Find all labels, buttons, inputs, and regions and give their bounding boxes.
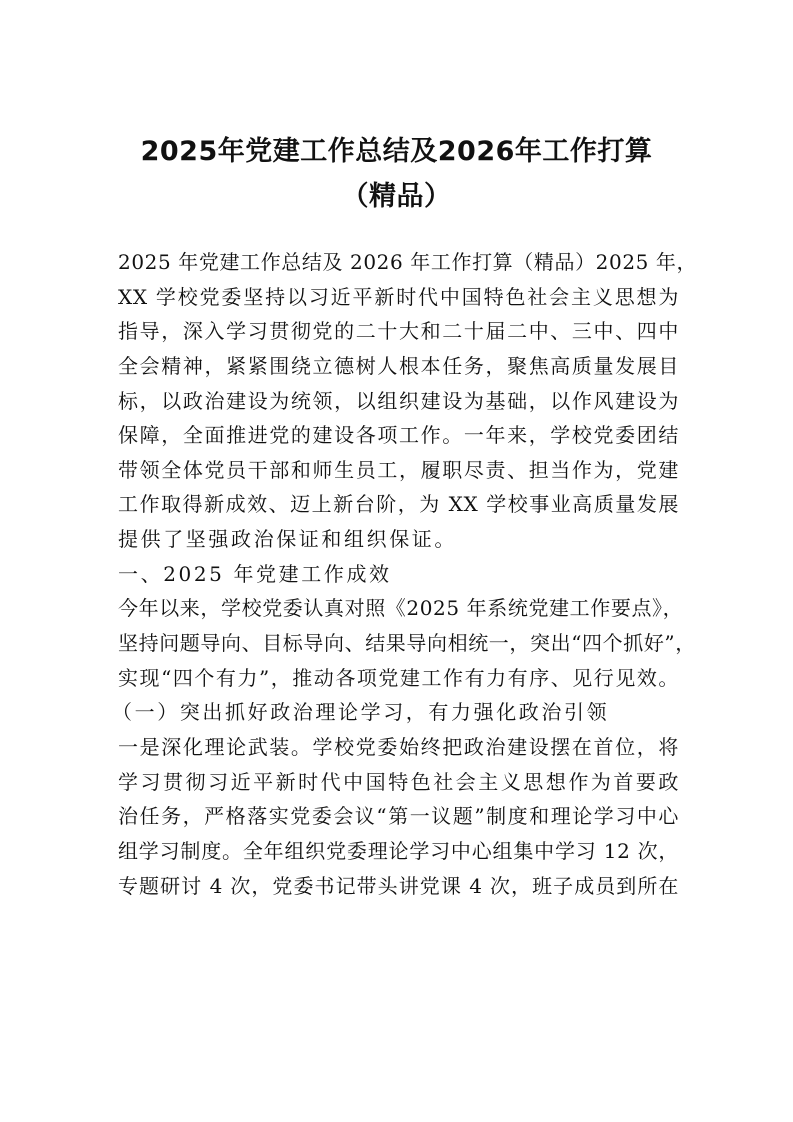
document-body (112, 248, 698, 906)
body-line: XX 学校党委坚持以习近平新时代中国特色社会主义思想为 (118, 284, 679, 309)
body-line: 2025 年党建工作总结及 2026 年工作打算（精品）2025 年， (118, 250, 698, 274)
body-line: 标，以政治建设为统领，以组织建设为基础，以作风建设为 (118, 388, 679, 413)
body-line: 指导，深入学习贯彻党的二十大和二十届二中、三中、四中 (118, 319, 679, 344)
document-title-suffix: （精品） (341, 181, 452, 212)
document-title: 2025年党建工作总结及2026年工作打算 (140, 136, 653, 167)
body-line: 全会精神，紧紧围绕立德树人根本任务，聚焦高质量发展目 (118, 353, 679, 378)
body-line: 今年以来，学校党委认真对照《2025 年系统党建工作要点》， (118, 596, 684, 621)
body-line: 提供了坚强政治保证和组织保证。 (118, 527, 457, 552)
body-line: 学习贯彻习近平新时代中国特色社会主义思想作为首要政 (118, 769, 679, 794)
body-line: 保障，全面推进党的建设各项工作。一年来，学校党委团结 (118, 423, 679, 448)
subsection-heading: （一）突出抓好政治理论学习，有力强化政治引领 (112, 700, 610, 725)
section-heading: 一、2025 年党建工作成效 (118, 561, 392, 586)
body-line: 坚持问题导向、目标导向、结果导向相统一，突出“四个抓好”， (118, 631, 696, 656)
body-line: 实现“四个有力”，推动各项党建工作有力有序、见行见效。 (118, 665, 679, 690)
body-line: 治任务，严格落实党委会议“第一议题”制度和理论学习中心 (118, 804, 679, 829)
body-line: 专题研讨 4 次，党委书记带头讲党课 4 次，班子成员到所在 (118, 873, 679, 898)
body-line: 组学习制度。全年组织党委理论学习中心组集中学习 12 次， (118, 838, 679, 863)
body-line: 一是深化理论武装。学校党委始终把政治建设摆在首位，将 (118, 734, 679, 759)
body-line: 工作取得新成效、迈上新台阶，为 XX 学校事业高质量发展 (118, 492, 679, 517)
body-line: 带领全体党员干部和师生员工，履职尽责、担当作为，党建 (118, 457, 679, 482)
